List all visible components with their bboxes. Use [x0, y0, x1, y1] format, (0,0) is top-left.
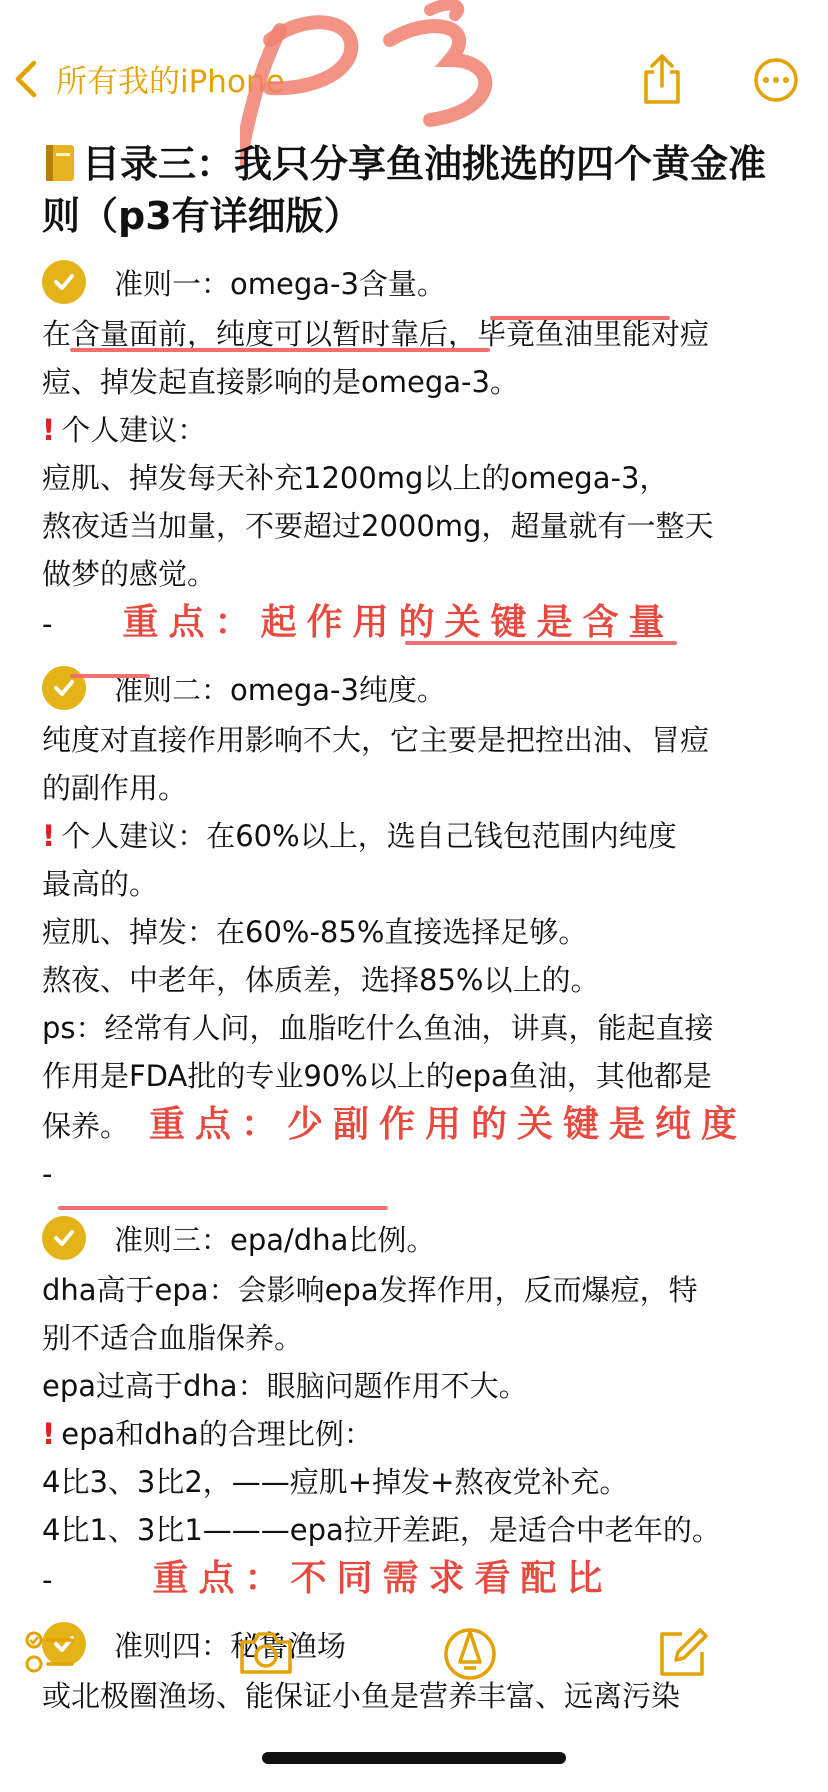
rule-heading: 准则二：omega-3纯度。: [42, 660, 802, 716]
text-line: epa过高于dha：眼脑问题作用不大。: [42, 1369, 528, 1403]
share-icon[interactable]: [640, 52, 684, 106]
text-line: 4比1、3比1———epa拉开差距，是适合中老年的。: [42, 1513, 721, 1547]
text-line: 痘肌、掉发每天补充1200mg以上的omega-3，: [42, 461, 669, 495]
text-line: 别不适合血脂保养。: [42, 1321, 304, 1355]
text-line: ps：经常有人问，血脂吃什么鱼油，讲真，能起直接: [42, 1011, 714, 1045]
handwritten-underline: [490, 316, 670, 320]
handwritten-underline: [58, 1206, 388, 1210]
exclamation-icon: !: [42, 819, 56, 853]
text-line: 熬夜适当加量，不要超过2000mg，超量就有一整天: [42, 509, 714, 543]
markup-pen-icon[interactable]: [440, 1622, 500, 1682]
dash: -: [42, 1563, 53, 1597]
checkmark-icon[interactable]: [42, 666, 86, 710]
more-options-icon[interactable]: [752, 56, 800, 104]
rule-heading: 准则一：omega-3含量。: [42, 254, 802, 310]
home-indicator[interactable]: [262, 1752, 566, 1764]
bottom-toolbar: [0, 1622, 828, 1712]
advice-line: ! 个人建议：: [42, 413, 207, 447]
exclamation-icon: !: [42, 1417, 56, 1451]
text-line: 痘肌、掉发：在60%-85%直接选择足够。: [42, 915, 588, 949]
exclamation-icon: !: [42, 413, 56, 447]
rule-heading: 准则三：epa/dha比例。: [42, 1210, 802, 1266]
rule-section-3: [42, 1210, 802, 1604]
checklist-icon[interactable]: [20, 1622, 80, 1682]
text-line: 最高的。: [42, 867, 159, 901]
text-line: 作用是FDA批的专业90%以上的epa鱼油，其他都是: [42, 1059, 712, 1093]
rule-section-2: [42, 660, 802, 1198]
rule-heading: 准则四：秘鲁渔场: [42, 1616, 802, 1672]
rule-section-1: [42, 254, 802, 648]
checkmark-icon[interactable]: [42, 260, 86, 304]
checkmark-icon[interactable]: [42, 1216, 86, 1260]
text-line: 的副作用。: [42, 771, 188, 805]
handwritten-note: 重点：少副作用的关键是纯度: [149, 1103, 748, 1145]
text-line: 在含量面前，纯度可以暂时靠后，毕竟鱼油里能对痘: [42, 317, 710, 351]
note-line: 保养。 重点：少副作用的关键是纯度: [42, 1103, 748, 1145]
back-button[interactable]: [12, 56, 285, 101]
note-line: [42, 1554, 802, 1604]
note-body[interactable]: [42, 138, 802, 1720]
chevron-left-icon: [12, 59, 42, 99]
nav-bar: [0, 0, 828, 130]
notebook-icon: [42, 143, 76, 183]
handwritten-underline: [70, 674, 150, 678]
handwritten-note: 重点：起作用的关键是含量: [122, 601, 675, 643]
text-line: 做梦的感觉。: [42, 557, 217, 591]
dash: -: [42, 607, 53, 641]
camera-icon[interactable]: [236, 1622, 296, 1682]
compose-icon[interactable]: [652, 1622, 712, 1682]
advice-line: ! epa和dha的合理比例：: [42, 1417, 373, 1451]
handwritten-note: 重点：不同需求看配比: [152, 1557, 613, 1599]
back-label: 所有我的iPhone: [56, 64, 285, 100]
text-line: 熬夜、中老年，体质差，选择85%以上的。: [42, 963, 600, 997]
dash: -: [42, 1157, 53, 1191]
text-line: dha高于epa：会影响epa发挥作用，反而爆痘，特: [42, 1273, 698, 1307]
advice-line: ! 个人建议：在60%以上，选自己钱包范围内纯度: [42, 819, 677, 853]
handwritten-underline: [70, 348, 490, 352]
note-title: 目录三：我只分享鱼油挑选的四个黄金准则（p3有详细版）: [42, 142, 767, 238]
text-line: 痘、掉发起直接影响的是omega-3。: [42, 365, 519, 399]
text-line: 4比3、3比2，——痘肌+掉发+熬夜党补充。: [42, 1465, 629, 1499]
text-line: 纯度对直接作用影响不大，它主要是把控出油、冒痘: [42, 723, 710, 757]
text-line: 或北极圈渔场、能保证小鱼是营养丰富、远离污染: [42, 1679, 681, 1713]
handwritten-underline: [405, 641, 677, 645]
